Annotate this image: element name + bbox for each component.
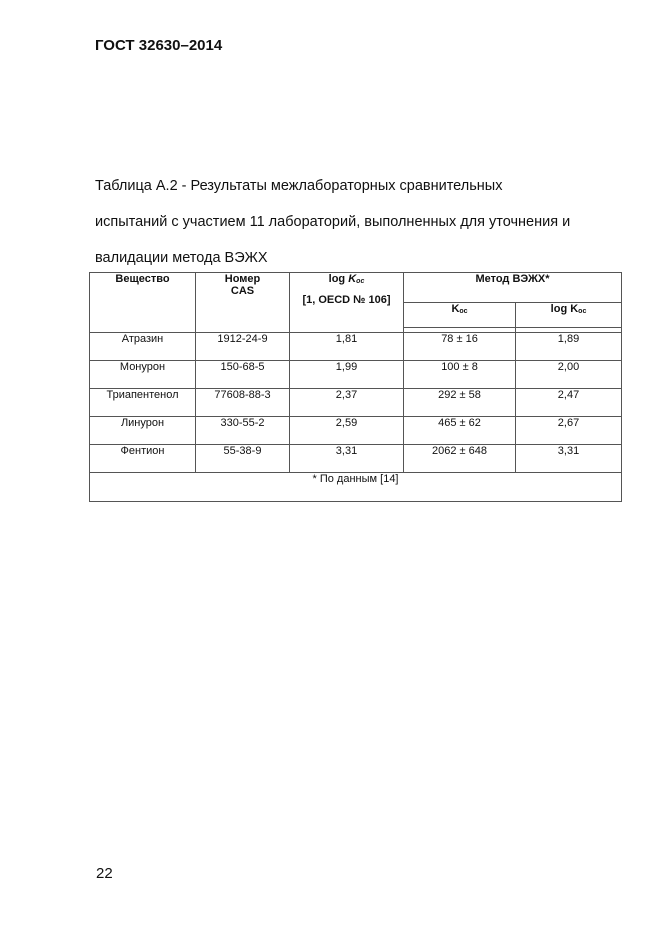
table-row (90, 445, 622, 473)
table-header-row (90, 273, 622, 303)
header-koc (404, 303, 516, 328)
header-log-koc (290, 273, 404, 333)
cell-substance: Триапентенол (90, 389, 196, 417)
table-row (90, 389, 622, 417)
header-log-koc-subscript: oc (356, 278, 365, 285)
header-substance: Вещество (90, 273, 196, 333)
header-koc-symbol: K (451, 303, 460, 315)
table-footnote-row (90, 473, 622, 502)
cell-cas: 1912-24-9 (196, 333, 290, 361)
cell-substance: Монурон (90, 361, 196, 389)
caption-line: Таблица А.2 - Результаты межлабораторных сравнительных (95, 178, 503, 194)
table-row (90, 333, 622, 361)
cell-substance: Линурон (90, 417, 196, 445)
cell-cas: 150-68-5 (196, 361, 290, 389)
header-log-koc-source: [1, OECD № 106] (302, 294, 391, 306)
header-method-log-koc (516, 303, 622, 328)
header-log-koc-title (290, 273, 403, 285)
cell-log-koc-hplc: 2,00 (516, 361, 622, 389)
cell-cas: 77608-88-3 (196, 389, 290, 417)
header-cas-line: Номер (224, 273, 261, 285)
cell-cas: 55-38-9 (196, 445, 290, 473)
document-header: ГОСТ 32630–2014 (95, 37, 223, 54)
cell-log-koc-hplc: 2,67 (516, 417, 622, 445)
cell-substance: Атразин (90, 333, 196, 361)
cell-koc: 465 ± 62 (404, 417, 516, 445)
cell-log-koc-hplc: 1,89 (516, 333, 622, 361)
results-table (89, 272, 622, 502)
cell-cas: 330-55-2 (196, 417, 290, 445)
header-cas (196, 273, 290, 333)
table-caption (95, 168, 625, 276)
cell-koc: 2062 ± 648 (404, 445, 516, 473)
cell-log-koc: 1,99 (290, 361, 404, 389)
table-footnote: * По данным [14] (90, 473, 622, 502)
cell-log-koc: 2,59 (290, 417, 404, 445)
cell-log-koc: 2,37 (290, 389, 404, 417)
cell-substance: Фентион (90, 445, 196, 473)
header-log-koc-symbol: K (348, 273, 357, 285)
cell-log-koc-hplc: 3,31 (516, 445, 622, 473)
cell-log-koc: 1,81 (290, 333, 404, 361)
cell-koc: 292 ± 58 (404, 389, 516, 417)
header-cas-line: CAS (230, 285, 255, 297)
header-koc-subscript: oc (459, 308, 468, 315)
table-row (90, 417, 622, 445)
caption-line: валидации метода ВЭЖХ (95, 250, 268, 266)
cell-koc: 100 ± 8 (404, 361, 516, 389)
header-log-koc-prefix: log (328, 273, 349, 285)
cell-log-koc: 3,31 (290, 445, 404, 473)
caption-line: испытаний с участием 11 лабораторий, выполненных для уточнения и (95, 214, 571, 230)
header-method-log-koc-subscript: oc (578, 308, 587, 315)
header-method-log-koc-prefix: log K (550, 303, 579, 315)
header-method: Метод ВЭЖХ* (404, 273, 622, 303)
cell-koc: 78 ± 16 (404, 333, 516, 361)
cell-log-koc-hplc: 2,47 (516, 389, 622, 417)
table-row (90, 361, 622, 389)
page-number: 22 (96, 865, 113, 882)
